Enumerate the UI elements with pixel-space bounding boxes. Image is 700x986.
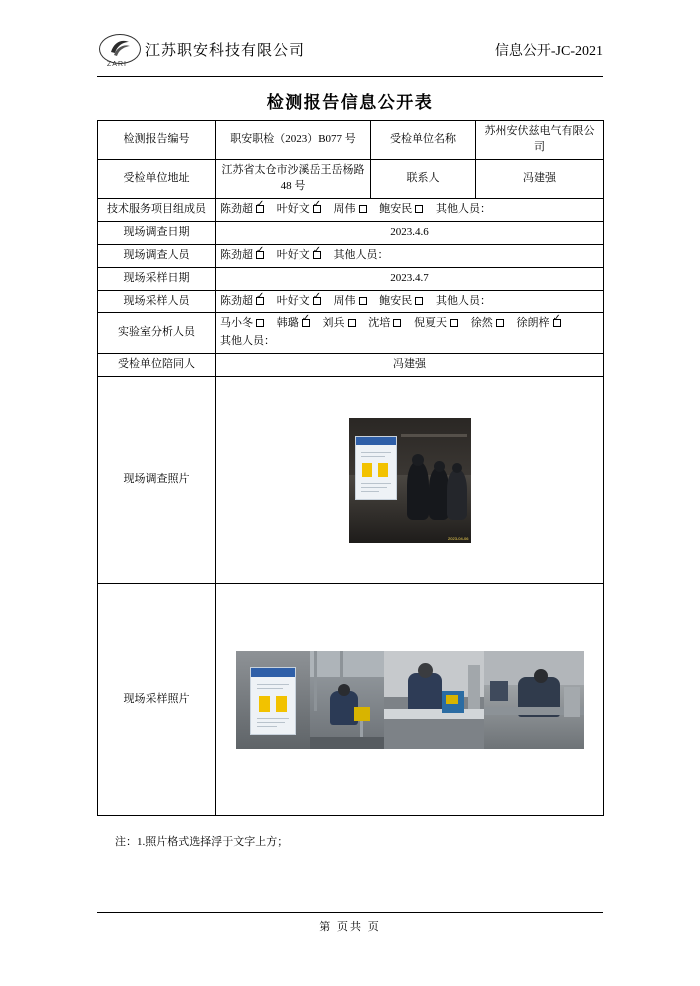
- checkbox-icon[interactable]: [348, 319, 356, 327]
- header-divider: [97, 76, 603, 77]
- lab-staff-cell: [216, 313, 604, 354]
- table-row: [98, 244, 604, 267]
- document-code: 信息公开-JC-2021: [494, 44, 603, 59]
- lab-staff-item[interactable]: [277, 316, 310, 332]
- checkbox-icon[interactable]: [359, 297, 367, 305]
- lab-staff-item[interactable]: [471, 316, 504, 332]
- team-members-cell: [216, 198, 604, 221]
- table-row: [98, 198, 604, 221]
- sampling-photo-image-3: [384, 651, 484, 749]
- address-label: 受检单位地址: [98, 159, 216, 198]
- page-number-footer: 第 页共 页: [319, 921, 381, 933]
- lab-staff-name: 韩璐: [276, 317, 299, 330]
- survey-photo-cell: [216, 377, 604, 584]
- info-table: [97, 120, 604, 816]
- survey-photo-label: 现场调查照片: [98, 377, 216, 584]
- client-value: 苏州安伏兹电气有限公司: [476, 121, 604, 160]
- table-row: [98, 313, 604, 354]
- lab-staff-item[interactable]: [368, 316, 401, 332]
- sampling-staff-item[interactable]: [334, 294, 367, 310]
- sampling-staff-name: 周伟: [333, 294, 356, 307]
- team-label: 技术服务项目组成员: [98, 198, 216, 221]
- survey-date-label: 现场调查日期: [98, 221, 216, 244]
- lab-staff-name: 刘兵: [322, 317, 345, 330]
- team-member-name: 鲍安民: [379, 202, 413, 215]
- sampling-staff-name: 陈劲超: [220, 294, 253, 307]
- page-header: [97, 28, 603, 76]
- lab-staff-item[interactable]: [517, 316, 561, 332]
- checkbox-icon[interactable]: [450, 319, 458, 327]
- survey-staff-item[interactable]: [277, 248, 321, 264]
- report-no-value: 职安职检（2023）B077 号: [216, 121, 371, 160]
- lab-other-label: 其他人员：: [220, 335, 275, 348]
- team-member-item[interactable]: [379, 202, 423, 218]
- checkbox-icon[interactable]: [313, 251, 321, 259]
- team-member-item[interactable]: [277, 202, 321, 218]
- lab-staff-name: 徐然: [470, 317, 493, 330]
- checkbox-icon[interactable]: [313, 205, 321, 213]
- table-row: [98, 267, 604, 290]
- lab-staff-item[interactable]: [323, 316, 356, 332]
- logo-swoosh-icon: [108, 36, 132, 60]
- team-member-item[interactable]: [220, 202, 264, 218]
- survey-staff-name: 叶好文: [276, 248, 310, 261]
- sampling-staff-name: 叶好文: [276, 294, 310, 307]
- lab-staff-name: 徐朗梓: [516, 317, 550, 330]
- lab-staff-item[interactable]: [220, 316, 264, 332]
- table-row: [98, 584, 604, 816]
- sampling-staff-cell: [216, 290, 604, 313]
- company-logo: [97, 30, 143, 70]
- notes-text: 注：1.照片格式选择浮于文字上方；: [115, 836, 289, 848]
- sampling-photo-image-2: [310, 651, 384, 749]
- sampling-photo-image-1: [236, 651, 310, 749]
- sampling-staff-name: 鲍安民: [379, 294, 413, 307]
- table-row: [98, 354, 604, 377]
- survey-staff-name: 陈劲超: [220, 248, 253, 261]
- checkbox-icon[interactable]: [553, 319, 561, 327]
- company-name: 江苏职安科技有限公司: [145, 43, 306, 59]
- sampling-photo-cell: [216, 584, 604, 816]
- sampling-photo-label: 现场采样照片: [98, 584, 216, 816]
- escort-value: 冯建强: [216, 354, 604, 377]
- sampling-date-value: 2023.4.7: [216, 267, 604, 290]
- checkbox-icon[interactable]: [302, 319, 310, 327]
- survey-date-value: 2023.4.6: [216, 221, 604, 244]
- sampling-staff-label: 现场采样人员: [98, 290, 216, 313]
- table-row: [98, 121, 604, 160]
- lab-staff-item[interactable]: [414, 316, 458, 332]
- checkbox-icon[interactable]: [313, 297, 321, 305]
- escort-label: 受检单位陪同人: [98, 354, 216, 377]
- page-title: 检测报告信息公开表: [266, 93, 434, 112]
- survey-photo-image: 2023-04-06: [349, 418, 471, 543]
- checkbox-icon[interactable]: [256, 297, 264, 305]
- survey-staff-other-label: 其他人员：: [333, 248, 389, 261]
- checkbox-icon[interactable]: [256, 319, 264, 327]
- sampling-staff-item[interactable]: [220, 294, 264, 310]
- team-member-name: 陈劲超: [220, 202, 253, 215]
- address-value: 江苏省太仓市沙溪岳王岳杨路 48 号: [216, 159, 371, 198]
- survey-staff-item[interactable]: [220, 248, 264, 264]
- sampling-staff-item[interactable]: [379, 294, 423, 310]
- checkbox-icon[interactable]: [393, 319, 401, 327]
- survey-staff-label: 现场调查人员: [98, 244, 216, 267]
- team-member-item[interactable]: [334, 202, 367, 218]
- sampling-staff-other-label: 其他人员：: [436, 294, 491, 307]
- survey-staff-cell: [216, 244, 604, 267]
- contact-value: 冯建强: [476, 159, 604, 198]
- sampling-photo-image-4: [484, 651, 584, 749]
- lab-staff-name: 马小冬: [220, 317, 253, 330]
- checkbox-icon[interactable]: [359, 205, 367, 213]
- report-no-label: 检测报告编号: [98, 121, 216, 160]
- team-member-name: 周伟: [333, 202, 356, 215]
- checkbox-icon[interactable]: [496, 319, 504, 327]
- table-row: [98, 221, 604, 244]
- lab-staff-name: 倪夏天: [414, 317, 447, 330]
- table-row: [98, 290, 604, 313]
- lab-label: 实验室分析人员: [98, 313, 216, 354]
- checkbox-icon[interactable]: [415, 297, 423, 305]
- client-label: 受检单位名称: [371, 121, 476, 160]
- lab-staff-name: 沈培: [368, 317, 391, 330]
- team-member-name: 叶好文: [276, 202, 310, 215]
- sampling-date-label: 现场采样日期: [98, 267, 216, 290]
- table-row: [98, 159, 604, 198]
- table-row: [98, 377, 604, 584]
- checkbox-icon[interactable]: [415, 205, 423, 213]
- logo-wordmark: ZARI: [107, 61, 127, 68]
- team-other-label: 其他人员：: [436, 202, 491, 215]
- sampling-staff-item[interactable]: [277, 294, 321, 310]
- checkbox-icon[interactable]: [256, 251, 264, 259]
- contact-label: 联系人: [371, 159, 476, 198]
- footer-divider: [97, 912, 603, 913]
- checkbox-icon[interactable]: [256, 205, 264, 213]
